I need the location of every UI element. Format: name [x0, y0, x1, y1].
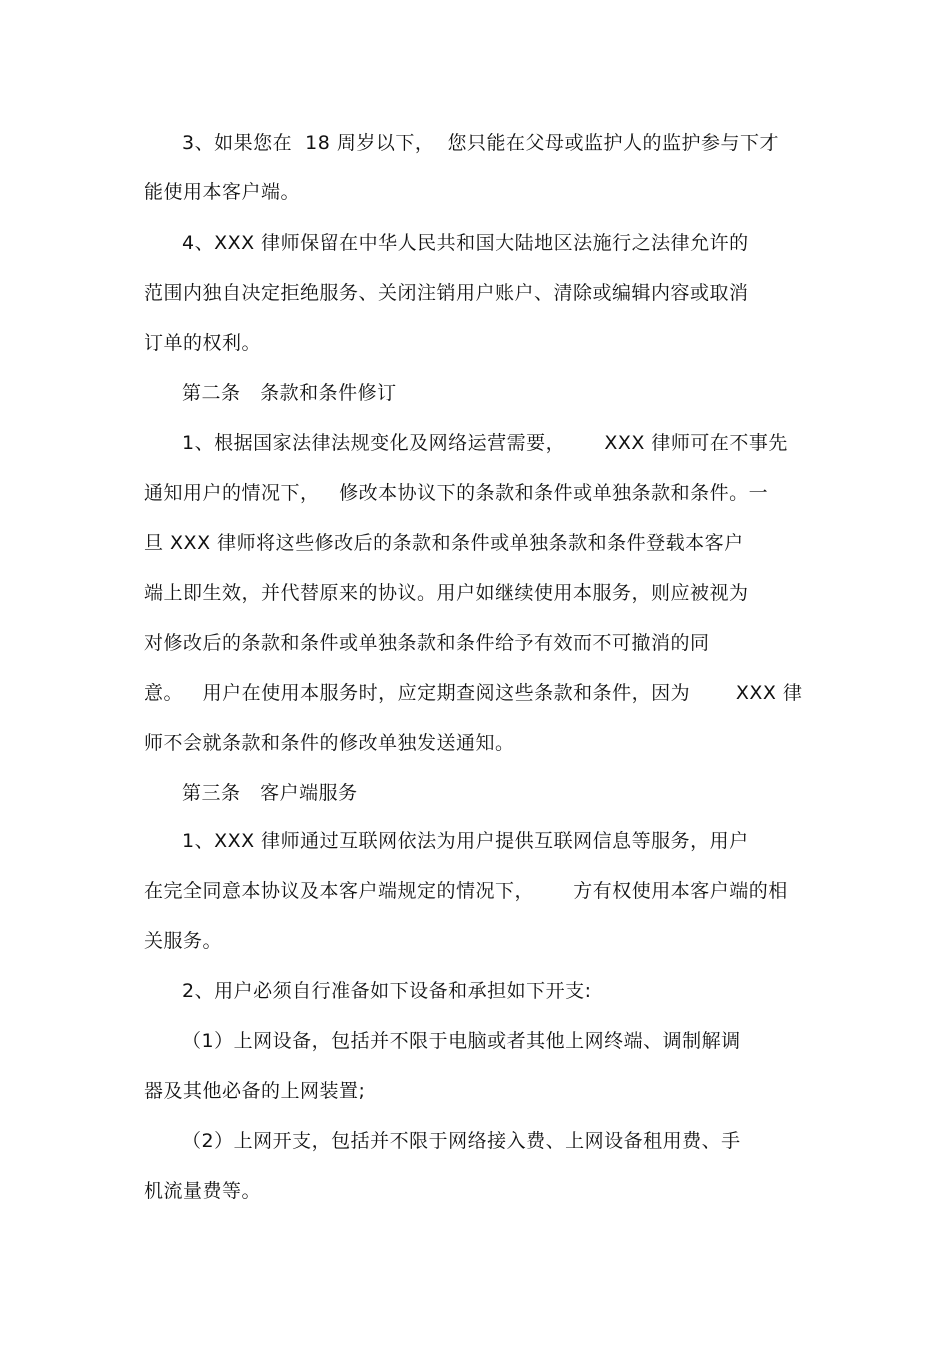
- text-line: （2）上网开支，包括并不限于网络接入费、上网设备租用费、手: [182, 1130, 741, 1152]
- text-line: 能使用本客户端。: [144, 181, 301, 203]
- text-line: 2、用户必须自行准备如下设备和承担如下开支:: [182, 980, 592, 1002]
- text-line: 关服务。: [144, 930, 223, 952]
- text-line: 1、XXX 律师通过互联网依法为用户提供互联网信息等服务，用户: [182, 830, 749, 852]
- text-line: 器及其他必备的上网装置;: [144, 1080, 366, 1102]
- text-line: 对修改后的条款和条件或单独条款和条件给予有效而不可撤消的同: [144, 632, 710, 654]
- text-line: 4、XXX 律师保留在中华人民共和国大陆地区法施行之法律允许的: [182, 232, 749, 254]
- text-line: 1、根据国家法律法规变化及网络运营需要， XXX 律师可在不事先: [182, 432, 788, 454]
- text-line: （1）上网设备，包括并不限于电脑或者其他上网终端、调制解调: [182, 1030, 741, 1052]
- text-line: 范围内独自决定拒绝服务、关闭注销用户账户、清除或编辑内容或取消: [144, 282, 749, 304]
- text-line: 机流量费等。: [144, 1180, 262, 1202]
- text-line: 端上即生效，并代替原来的协议。用户如继续使用本服务，则应被视为: [144, 582, 749, 604]
- section-heading: 第三条 客户端服务: [182, 782, 358, 804]
- text-line: 意。 用户在使用本服务时，应定期查阅这些条款和条件，因为 XXX 律: [144, 682, 803, 704]
- text-line: 师不会就条款和条件的修改单独发送通知。: [144, 732, 515, 754]
- text-line: 旦 XXX 律师将这些修改后的条款和条件或单独条款和条件登载本客户: [144, 532, 744, 554]
- text-line: 3、如果您在 18 周岁以下， 您只能在父母或监护人的监护参与下才: [182, 132, 779, 154]
- text-line: 通知用户的情况下， 修改本协议下的条款和条件或单独条款和条件。一: [144, 482, 769, 504]
- text-line: 在完全同意本协议及本客户端规定的情况下， 方有权使用本客户端的相: [144, 880, 788, 902]
- text-line: 订单的权利。: [144, 332, 262, 354]
- section-heading: 第二条 条款和条件修订: [182, 382, 397, 404]
